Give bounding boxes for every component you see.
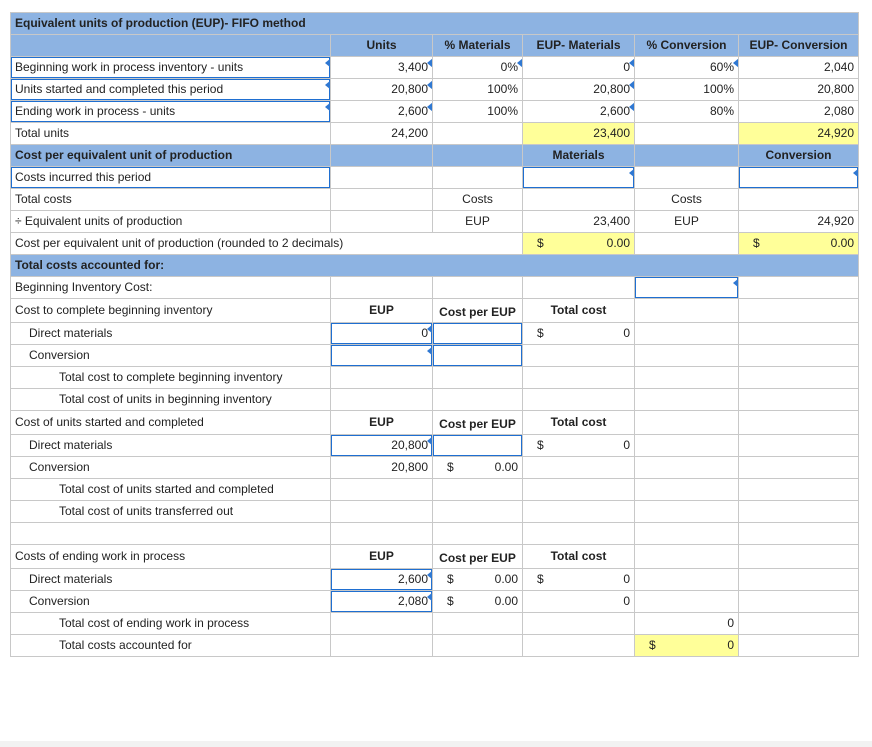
beg-dm-total: $ 0 [523, 323, 635, 345]
total-transferred-row [11, 501, 859, 523]
total-units-label: Total units [11, 123, 331, 145]
materials-cost-per-unit [523, 233, 635, 255]
dollar-sign: $ [649, 638, 656, 652]
beg-wip-eup-conv[interactable]: 2,040 [739, 57, 859, 79]
total-sc-label: Total cost of units started and completed [11, 479, 331, 501]
conversion-label: Conversion [739, 145, 859, 167]
total-accounted-label: Total costs accounted for [11, 635, 331, 657]
cost-per-unit-row [11, 233, 859, 255]
beg-dm-row [11, 323, 859, 345]
conversion-costs-label: Costs [635, 189, 739, 211]
beg-dm-label: Direct materials [11, 323, 331, 345]
end-wip-total-cost-header: Total cost [523, 545, 635, 569]
end-wip-label[interactable]: Ending work in process - units [11, 101, 331, 123]
end-wip-pct-conv[interactable]: 80% [635, 101, 739, 123]
total-eup-conversion: 24,920 [739, 123, 859, 145]
cost-per-eup-header-row [11, 145, 859, 167]
beg-conv-eup[interactable] [331, 345, 433, 367]
bottom-scrollbar [0, 741, 872, 747]
dollar-sign: $ [537, 438, 544, 452]
sc-dm-eup[interactable]: 20,800 [331, 435, 433, 457]
conversion-cost-per-unit [739, 233, 859, 255]
sc-conv-label: Conversion [11, 457, 331, 479]
sc-header-row [11, 411, 859, 435]
started-eup-mat[interactable]: 20,800 [523, 79, 635, 101]
total-end-wip-value: 0 [635, 613, 739, 635]
materials-eup-label: EUP [433, 211, 523, 233]
sc-label: Cost of units started and completed [11, 411, 331, 435]
started-units[interactable]: 20,800 [331, 79, 433, 101]
sc-conv-cost: $ 0.00 [433, 457, 523, 479]
started-pct-mat[interactable]: 100% [433, 79, 523, 101]
title-row [11, 13, 859, 35]
beg-wip-pct-conv[interactable]: 60% [635, 57, 739, 79]
end-wip-row [11, 101, 859, 123]
beg-conv-cost-per-eup[interactable] [433, 345, 523, 367]
end-wip-units[interactable]: 2,600 [331, 101, 433, 123]
total-complete-beg-row [11, 367, 859, 389]
beg-conv-row [11, 345, 859, 367]
dollar-sign: $ [537, 572, 544, 586]
dollar-sign: $ [753, 236, 760, 250]
materials-eup-value: 23,400 [523, 211, 635, 233]
end-wip-eup-header: EUP [331, 545, 433, 569]
eup-worksheet [10, 12, 859, 657]
divide-eup-label: ÷ Equivalent units of production [11, 211, 331, 233]
spacer-row [11, 523, 859, 545]
end-wip-cost-label: Costs of ending work in process [11, 545, 331, 569]
beg-conv-label: Conversion [11, 345, 331, 367]
started-label[interactable]: Units started and completed this period [11, 79, 331, 101]
beg-wip-pct-mat[interactable]: 0% [433, 57, 523, 79]
header-units: Units [331, 35, 433, 57]
total-sc-row [11, 479, 859, 501]
sc-dm-total: $ 0 [523, 435, 635, 457]
total-accounted-value: $ 0 [635, 635, 739, 657]
end-wip-eup-mat[interactable]: 2,600 [523, 101, 635, 123]
end-dm-cost: $ 0.00 [433, 569, 523, 591]
complete-beg-header-row [11, 299, 859, 323]
end-conv-cost: $ 0.00 [433, 591, 523, 613]
costs-incurred-materials[interactable] [523, 167, 635, 189]
beg-inv-cost-input[interactable] [635, 277, 739, 299]
dollar-sign: $ [447, 572, 454, 586]
sc-dm-label: Direct materials [11, 435, 331, 457]
end-wip-header-row [11, 545, 859, 569]
sc-total-cost-header: Total cost [523, 411, 635, 435]
materials-label: Materials [523, 145, 635, 167]
beg-wip-label[interactable]: Beginning work in process inventory - units [11, 57, 331, 79]
end-wip-cost-per-eup-header: Cost per EUP [433, 545, 523, 569]
costs-incurred-label[interactable]: Costs incurred this period [11, 167, 331, 189]
beg-wip-row [11, 57, 859, 79]
accounted-header: Total costs accounted for: [11, 255, 859, 277]
total-units-row [11, 123, 859, 145]
header-blank [11, 35, 331, 57]
end-dm-label: Direct materials [11, 569, 331, 591]
total-accounted-row [11, 635, 859, 657]
total-beg-units-label: Total cost of units in beginning inventory [11, 389, 331, 411]
beg-inv-cost-label: Beginning Inventory Cost: [11, 277, 331, 299]
materials-cost-value: 0.00 [606, 236, 630, 250]
header-eup-conversion: EUP- Conversion [739, 35, 859, 57]
started-eup-conv[interactable]: 20,800 [739, 79, 859, 101]
header-eup-materials: EUP- Materials [523, 35, 635, 57]
started-pct-conv[interactable]: 100% [635, 79, 739, 101]
beg-dm-eup[interactable]: 0 [331, 323, 433, 345]
end-wip-eup-conv[interactable]: 2,080 [739, 101, 859, 123]
end-dm-total: $ 0 [523, 569, 635, 591]
sc-eup-header: EUP [331, 411, 433, 435]
end-dm-row [11, 569, 859, 591]
conversion-eup-value: 24,920 [739, 211, 859, 233]
dollar-sign: $ [447, 460, 454, 474]
end-dm-eup[interactable]: 2,600 [331, 569, 433, 591]
sc-cost-per-eup-header: Cost per EUP [433, 411, 523, 435]
dollar-sign: $ [537, 326, 544, 340]
worksheet-title: Equivalent units of production (EUP)- FIFO method [11, 13, 859, 35]
header-pct-conversion: % Conversion [635, 35, 739, 57]
complete-beg-label: Cost to complete beginning inventory [11, 299, 331, 323]
total-end-wip-label: Total cost of ending work in process [11, 613, 331, 635]
sc-dm-cost-per-eup[interactable] [433, 435, 523, 457]
started-row [11, 79, 859, 101]
end-wip-pct-mat[interactable]: 100% [433, 101, 523, 123]
total-costs-row [11, 189, 859, 211]
materials-costs-label: Costs [433, 189, 523, 211]
total-eup-materials: 23,400 [523, 123, 635, 145]
complete-beg-eup-header: EUP [331, 299, 433, 323]
cost-per-eup-header: Cost per equivalent unit of production [11, 145, 331, 167]
conversion-eup-label: EUP [635, 211, 739, 233]
end-conv-label: Conversion [11, 591, 331, 613]
conversion-cost-value: 0.00 [830, 236, 855, 250]
beg-wip-units[interactable]: 3,400 [331, 57, 433, 79]
beg-wip-eup-mat[interactable]: 0 [523, 57, 635, 79]
beg-dm-cost-per-eup[interactable] [433, 323, 523, 345]
end-conv-row [11, 591, 859, 613]
total-costs-label: Total costs [11, 189, 331, 211]
dollar-sign: $ [447, 594, 454, 608]
end-conv-total: 0 [523, 591, 635, 613]
total-units-value: 24,200 [331, 123, 433, 145]
divide-eup-row [11, 211, 859, 233]
header-row [11, 35, 859, 57]
end-conv-eup[interactable]: 2,080 [331, 591, 433, 613]
complete-beg-total-cost-header: Total cost [523, 299, 635, 323]
cost-per-unit-label: Cost per equivalent unit of production (rounded to 2 decimals) [11, 233, 523, 255]
sc-dm-row [11, 435, 859, 457]
total-end-wip-row [11, 613, 859, 635]
beg-inv-cost-row [11, 277, 859, 299]
costs-incurred-conversion[interactable] [739, 167, 859, 189]
accounted-header-row [11, 255, 859, 277]
costs-incurred-row [11, 167, 859, 189]
dollar-sign: $ [537, 236, 544, 250]
total-beg-units-row [11, 389, 859, 411]
sc-conv-row [11, 457, 859, 479]
complete-beg-cost-per-eup-header: Cost per EUP [433, 299, 523, 323]
total-complete-beg-label: Total cost to complete beginning inventory [11, 367, 331, 389]
total-transferred-label: Total cost of units transferred out [11, 501, 331, 523]
sc-conv-eup: 20,800 [331, 457, 433, 479]
header-pct-materials: % Materials [433, 35, 523, 57]
